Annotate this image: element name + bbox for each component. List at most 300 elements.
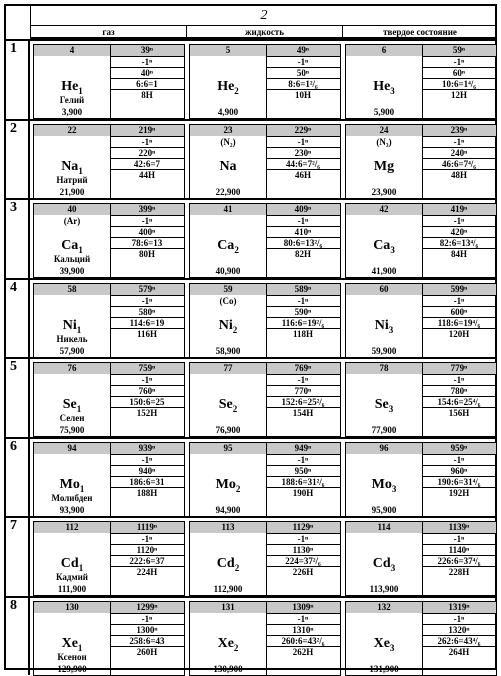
element-number: 40 [34, 204, 110, 215]
element-values [422, 56, 496, 100]
element-name: Натрий [56, 174, 88, 185]
element-value-top: 1139ⁿ [422, 522, 496, 533]
element-value: -1ⁿ [266, 374, 340, 385]
element-values [422, 613, 496, 657]
cell-divider [422, 284, 423, 357]
element-value: 118H [266, 328, 340, 339]
state-liquid: жидкость [186, 26, 342, 39]
element-value: 186:6=31 [110, 476, 184, 487]
element-value-top: 779ⁿ [422, 363, 496, 374]
element-mass: 129,900 [57, 663, 87, 674]
element-mass: 23,900 [371, 186, 397, 197]
element-value: -1ⁿ [110, 295, 184, 306]
element-number: 41 [190, 204, 266, 215]
element-symbol-letters: Se [62, 397, 77, 412]
element-values [266, 56, 340, 100]
element-values [110, 533, 184, 577]
cell-divider [110, 602, 111, 675]
element-value: 6:6=1 [110, 78, 184, 89]
element-symbol-index: 2 [232, 403, 238, 414]
element-values [422, 533, 496, 577]
element-value: 190:6=31⁴/₆ [422, 476, 496, 487]
element-symbol-index: 1 [76, 403, 82, 414]
element-symbol-index: 3 [390, 244, 395, 255]
element-value-top: 219ⁿ [110, 125, 184, 136]
element-name: Кадмий [56, 572, 88, 582]
cell-divider [422, 602, 423, 675]
element-value: 600ⁿ [422, 306, 496, 317]
element-number: 77 [190, 363, 266, 374]
element-values [266, 613, 340, 657]
element-mass: 112,900 [213, 584, 243, 594]
element-mass: 95,900 [371, 504, 397, 515]
element-symbol-index: 3 [388, 324, 394, 335]
element-value: 82:6=13⁴/₆ [422, 237, 496, 248]
element-cell [189, 521, 341, 596]
element-value: 114:6=19 [110, 317, 184, 328]
element-name: Никель [56, 333, 88, 344]
element-cell [189, 124, 341, 199]
element-cell [33, 44, 185, 119]
element-symbol-letters: Ca [373, 238, 391, 253]
element-value: 150:6=25 [110, 396, 184, 407]
element-values [266, 374, 340, 418]
element-value: 154:6=25⁴/₆ [422, 396, 496, 407]
element-name: Ксенон [57, 651, 87, 662]
element-values [110, 374, 184, 418]
element-cell [33, 362, 185, 437]
element-symbol-letters: Ni [374, 317, 389, 333]
element-cell [33, 124, 185, 199]
element-values [266, 295, 340, 339]
element-symbol [190, 79, 266, 99]
table-row [6, 39, 495, 119]
element-mass: 40,900 [215, 266, 241, 276]
element-value: 10:6=1⁴/₆ [422, 78, 496, 89]
element-value: 50ⁿ [266, 67, 340, 78]
element-value-top: 589ⁿ [266, 284, 340, 295]
element-symbol [190, 238, 266, 258]
element-symbol-index: 3 [388, 403, 394, 414]
element-value: 262:6=43⁴/₆ [422, 635, 496, 646]
element-symbol-letters: Na [61, 158, 79, 174]
element-cell [345, 44, 497, 119]
element-cell [189, 283, 341, 358]
cell-divider [110, 204, 111, 277]
element-value: 264H [422, 646, 496, 657]
element-value: 224H [110, 566, 184, 577]
element-value-top: 59ⁿ [422, 45, 496, 56]
element-symbol-index: 2 [232, 324, 238, 335]
element-symbol-letters: Mo [371, 476, 392, 492]
element-value-top: 1129ⁿ [266, 522, 340, 533]
element-value: 410ⁿ [266, 226, 340, 237]
element-value: 12H [422, 89, 496, 100]
element-value: 770ⁿ [266, 385, 340, 396]
element-value: 258:6=43 [110, 635, 184, 646]
table-row [6, 357, 495, 437]
element-number: 42 [346, 204, 422, 215]
element-value: 84H [422, 248, 496, 259]
element-value: 220ⁿ [110, 147, 184, 158]
table-row [6, 198, 495, 278]
element-symbol-index: 2 [235, 483, 241, 494]
element-value: 780ⁿ [422, 385, 496, 396]
element-values [110, 215, 184, 259]
element-values [422, 295, 496, 339]
element-symbol-index: 2 [233, 642, 239, 653]
element-mass: 130,900 [213, 663, 243, 674]
state-solid: твердое состояние [342, 26, 497, 39]
element-value: 260:6=43²/₆ [266, 635, 340, 646]
row-divider [28, 359, 30, 437]
element-number: 58 [34, 284, 110, 295]
element-symbol [190, 556, 266, 576]
cell-divider [266, 522, 267, 595]
element-value: 1120ⁿ [110, 544, 184, 555]
cell-divider [110, 363, 111, 436]
table-row [6, 596, 495, 676]
element-number: 22 [34, 125, 110, 136]
element-mass: 77,900 [371, 425, 397, 435]
element-note: (N₂) [220, 136, 236, 147]
element-value: 82H [266, 248, 340, 259]
element-mass: 94,900 [215, 504, 241, 515]
element-value: 1320ⁿ [422, 624, 496, 635]
element-symbol-letters: Se [374, 397, 389, 412]
element-value: 46H [266, 169, 340, 180]
element-symbol [346, 556, 422, 576]
element-mass: 21,900 [59, 186, 85, 197]
element-number: 6 [346, 45, 422, 56]
element-value-top: 1319ⁿ [422, 602, 496, 613]
element-number: 4 [34, 45, 110, 56]
element-value: 228H [422, 566, 496, 577]
element-name: Кальций [53, 254, 91, 264]
cell-divider [266, 125, 267, 198]
element-value: -1ⁿ [110, 215, 184, 226]
element-cell [189, 442, 341, 517]
element-cell [345, 601, 497, 676]
element-value-top: 1299ⁿ [110, 602, 184, 613]
element-value: 8:6=1²/₆ [266, 78, 340, 89]
element-cell [345, 203, 497, 278]
element-value: -1ⁿ [422, 533, 496, 544]
element-mass: 93,900 [59, 504, 85, 515]
element-number: 114 [346, 522, 422, 533]
element-values [110, 136, 184, 180]
element-symbol [190, 477, 266, 497]
element-cell [189, 203, 341, 278]
element-symbol [346, 159, 422, 179]
element-number: 76 [34, 363, 110, 374]
cell-divider [422, 443, 423, 516]
element-value: 120H [422, 328, 496, 339]
element-note: (Ar) [63, 216, 81, 226]
cell-divider [266, 363, 267, 436]
element-mass: 3,900 [61, 107, 83, 117]
element-number: 60 [346, 284, 422, 295]
element-value: 1140ⁿ [422, 544, 496, 555]
element-values [110, 56, 184, 100]
table-frame [4, 4, 497, 674]
element-symbol-letters: Ni [62, 317, 77, 333]
element-symbol-letters: He [217, 79, 235, 94]
element-symbol-letters: Ca [217, 238, 235, 253]
cell-divider [266, 284, 267, 357]
element-values [266, 215, 340, 259]
element-symbol-letters: Xe [373, 635, 390, 651]
element-value-top: 949ⁿ [266, 443, 340, 454]
element-symbol-letters: Mo [215, 476, 236, 492]
element-mass: 4,900 [217, 107, 239, 117]
element-cell [345, 124, 497, 199]
row-number: 5 [10, 359, 17, 374]
element-symbol-index: 1 [78, 562, 84, 573]
element-symbol-letters: Se [218, 397, 233, 412]
element-value-top: 939ⁿ [110, 443, 184, 454]
element-value: 40ⁿ [110, 67, 184, 78]
row-number: 7 [10, 518, 17, 533]
element-values [266, 533, 340, 577]
row-divider [28, 280, 30, 358]
cell-divider [422, 45, 423, 118]
element-value: 152:6=25²/₆ [266, 396, 340, 407]
element-number: 94 [34, 443, 110, 454]
element-value: -1ⁿ [266, 215, 340, 226]
element-cell [33, 601, 185, 676]
element-value: 960ⁿ [422, 465, 496, 476]
element-symbol [346, 318, 422, 338]
element-mass: 131,900 [369, 663, 399, 674]
element-symbol [346, 238, 422, 258]
row-number: 2 [10, 120, 17, 136]
table-row [6, 278, 495, 358]
element-value: -1ⁿ [110, 374, 184, 385]
element-value: -1ⁿ [422, 136, 496, 147]
element-number: 23 [190, 125, 266, 136]
element-symbol [190, 159, 266, 179]
element-value-top: 229ⁿ [266, 125, 340, 136]
element-value: -1ⁿ [110, 533, 184, 544]
element-value: 156H [422, 407, 496, 418]
element-values [422, 136, 496, 180]
element-values [422, 454, 496, 498]
element-value: -1ⁿ [422, 613, 496, 624]
table-number: 2 [30, 6, 497, 26]
element-value-top: 409ⁿ [266, 204, 340, 215]
element-value: 1300ⁿ [110, 624, 184, 635]
row-number: 3 [10, 200, 17, 215]
row-divider [28, 200, 30, 278]
element-value-top: 419ⁿ [422, 204, 496, 215]
row-number: 6 [10, 438, 17, 454]
element-value: 48H [422, 169, 496, 180]
element-value-top: 399ⁿ [110, 204, 184, 215]
element-cell [345, 362, 497, 437]
element-cell [345, 283, 497, 358]
element-number: 130 [34, 602, 110, 613]
element-value-top: 1309ⁿ [266, 602, 340, 613]
element-number: 24 [346, 125, 422, 136]
row-divider [28, 439, 30, 517]
element-value: 1310ⁿ [266, 624, 340, 635]
element-number: 96 [346, 443, 422, 454]
element-value: -1ⁿ [110, 56, 184, 67]
element-symbol-index: 2 [234, 562, 240, 573]
element-value: -1ⁿ [422, 295, 496, 306]
row-number: 8 [10, 597, 17, 613]
element-symbol-index: 1 [78, 85, 83, 96]
element-value: -1ⁿ [266, 454, 340, 465]
element-value: 262H [266, 646, 340, 657]
element-value: 230ⁿ [266, 147, 340, 158]
element-value: -1ⁿ [266, 613, 340, 624]
element-symbol-index: 3 [389, 642, 395, 653]
element-number: 131 [190, 602, 266, 613]
element-mass: 41,900 [371, 266, 397, 276]
element-mass: 111,900 [57, 584, 87, 594]
table-row [6, 437, 495, 517]
element-value: 154H [266, 407, 340, 418]
table-row [6, 119, 495, 199]
element-values [110, 613, 184, 657]
element-symbol [190, 397, 266, 417]
element-cell [345, 521, 497, 596]
element-mass: 76,900 [215, 425, 241, 435]
state-gas: газ [30, 26, 186, 39]
element-value: -1ⁿ [422, 454, 496, 465]
element-mass: 5,900 [373, 107, 395, 117]
cell-divider [422, 204, 423, 277]
element-value: 10H [266, 89, 340, 100]
element-symbol-index: 2 [234, 244, 239, 255]
element-value: -1ⁿ [266, 533, 340, 544]
cell-divider [110, 284, 111, 357]
element-value: -1ⁿ [266, 56, 340, 67]
element-name: Селен [59, 413, 85, 423]
element-symbol-letters: Ni [218, 317, 233, 333]
cell-divider [266, 602, 267, 675]
row-divider [28, 518, 30, 596]
element-value: -1ⁿ [422, 56, 496, 67]
element-value: 240ⁿ [422, 147, 496, 158]
element-symbol-index: 3 [391, 483, 397, 494]
element-symbol-index: 1 [78, 244, 83, 255]
element-value-top: 759ⁿ [110, 363, 184, 374]
element-cell [33, 203, 185, 278]
element-value: 590ⁿ [266, 306, 340, 317]
element-value: 188H [110, 487, 184, 498]
element-symbol-index: 2 [234, 85, 239, 96]
element-mass: 57,900 [59, 345, 85, 356]
element-cell [189, 362, 341, 437]
element-value: -1ⁿ [110, 454, 184, 465]
cell-divider [266, 204, 267, 277]
element-value: -1ⁿ [266, 136, 340, 147]
cell-divider [422, 522, 423, 595]
element-value: 152H [110, 407, 184, 418]
element-values [110, 454, 184, 498]
element-value: 1130ⁿ [266, 544, 340, 555]
element-symbol-letters: Ca [61, 238, 79, 253]
table-row [6, 516, 495, 596]
element-value: 116H [110, 328, 184, 339]
element-cell [33, 521, 185, 596]
element-value: 580ⁿ [110, 306, 184, 317]
element-symbol-index: 1 [77, 642, 83, 653]
element-value: 44:6=7²/₆ [266, 158, 340, 169]
element-value: 950ⁿ [266, 465, 340, 476]
element-value: 118:6=19⁴/₆ [422, 317, 496, 328]
cell-divider [266, 443, 267, 516]
element-symbol [346, 79, 422, 99]
element-symbol [346, 477, 422, 497]
element-symbol-index: 1 [78, 165, 83, 176]
element-value: 8H [110, 89, 184, 100]
element-symbol-index: 3 [390, 562, 396, 573]
element-value: 226H [266, 566, 340, 577]
element-value: 44H [110, 169, 184, 180]
element-number: 112 [34, 522, 110, 533]
element-symbol-letters: Cd [216, 556, 235, 571]
element-value-top: 599ⁿ [422, 284, 496, 295]
row-divider [28, 121, 30, 199]
element-value: 222:6=37 [110, 555, 184, 566]
cell-divider [110, 125, 111, 198]
element-number: 113 [190, 522, 266, 533]
element-values [266, 454, 340, 498]
element-number: 132 [346, 602, 422, 613]
element-value-top: 1119ⁿ [110, 522, 184, 533]
row-divider [28, 41, 30, 119]
element-value: -1ⁿ [110, 136, 184, 147]
element-values [422, 374, 496, 418]
element-symbol-letters: Na [219, 158, 237, 174]
element-value: 400ⁿ [110, 226, 184, 237]
element-number: 95 [190, 443, 266, 454]
cell-divider [110, 45, 111, 118]
element-mass: 75,900 [59, 425, 85, 435]
element-value-top: 239ⁿ [422, 125, 496, 136]
element-value: 80:6=13²/₆ [266, 237, 340, 248]
element-note: (N₃) [376, 136, 392, 147]
element-symbol-letters: He [61, 79, 79, 94]
element-value-top: 959ⁿ [422, 443, 496, 454]
element-value-top: 579ⁿ [110, 284, 184, 295]
element-number: 78 [346, 363, 422, 374]
row-number: 4 [10, 279, 17, 295]
element-cell [345, 442, 497, 517]
element-number: 59 [190, 284, 266, 295]
element-value: -1ⁿ [110, 613, 184, 624]
element-mass: 113,900 [369, 584, 399, 594]
element-symbol [190, 318, 266, 338]
element-symbol-index: 1 [76, 324, 82, 335]
element-value-top: 39ⁿ [110, 45, 184, 56]
element-value: 224=37²/₆ [266, 555, 340, 566]
cell-divider [110, 522, 111, 595]
element-cell [189, 44, 341, 119]
element-value: 80H [110, 248, 184, 259]
element-note: (Co) [219, 295, 237, 306]
element-cell [189, 601, 341, 676]
element-value: 260H [110, 646, 184, 657]
element-value-top: 769ⁿ [266, 363, 340, 374]
element-mass: 39,900 [59, 266, 85, 276]
element-symbol [346, 636, 422, 656]
element-value: 60ⁿ [422, 67, 496, 78]
